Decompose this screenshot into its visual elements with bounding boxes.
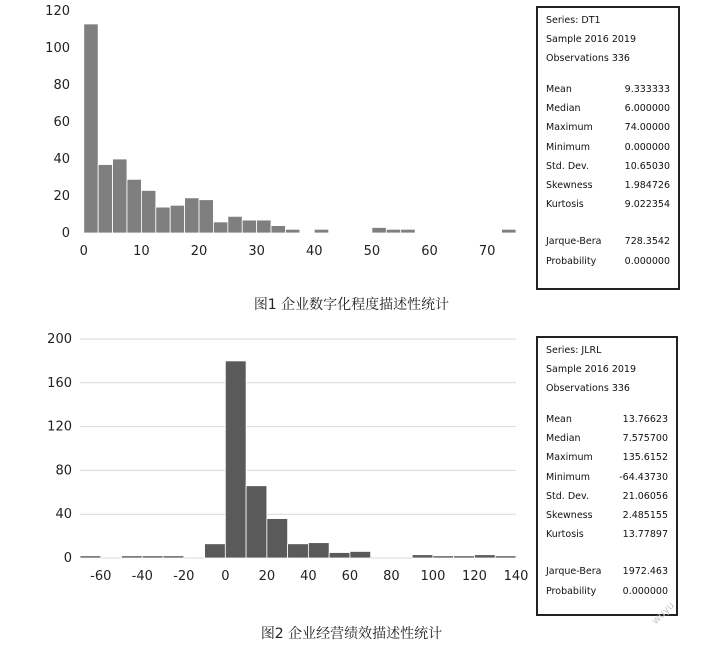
stats-rows xyxy=(546,410,668,601)
x-tick-label: -60 xyxy=(90,569,112,584)
stats-value: 9.333333 xyxy=(624,84,670,95)
stats-label: Probability xyxy=(546,585,597,597)
stats-label: Jarque-Bera xyxy=(546,566,602,578)
stats-value: 6.000000 xyxy=(624,103,670,115)
y-tick-label: 40 xyxy=(53,152,70,167)
histogram-bar xyxy=(271,226,285,233)
y-tick-label: 200 xyxy=(47,332,72,347)
stats-row xyxy=(546,487,668,506)
stats-row xyxy=(546,99,670,118)
figure-2-caption: 图2 企业经营绩效描述性统计 xyxy=(260,626,443,642)
histogram-bar xyxy=(242,220,256,233)
stats-row xyxy=(546,410,668,429)
histogram-bar xyxy=(80,556,101,558)
histogram-2-svg xyxy=(0,325,530,585)
y-tick-label: 40 xyxy=(55,507,72,523)
stats-row xyxy=(546,80,670,99)
watermark: wuyu xyxy=(650,600,677,627)
histogram-bar xyxy=(163,556,184,558)
histogram-bar xyxy=(127,179,141,233)
histogram-bar xyxy=(285,229,299,233)
histogram-bar xyxy=(308,543,329,558)
histogram-bar xyxy=(401,229,415,233)
stats-header-line: Series: JLRL xyxy=(546,345,602,356)
stats-label: Maximum xyxy=(546,122,593,134)
stats-value: 7.575700 xyxy=(622,433,668,445)
histogram-bar xyxy=(386,229,400,233)
stats-value: 9.022354 xyxy=(624,199,670,211)
x-tick-label: 10 xyxy=(133,244,150,259)
stats-value: 2.485155 xyxy=(622,510,668,522)
histogram-bar xyxy=(350,551,371,558)
histogram-chart-1 xyxy=(0,0,530,260)
stats-label: Mean xyxy=(546,414,572,425)
y-tick-label: 120 xyxy=(45,4,70,19)
x-tick-label: 0 xyxy=(221,569,230,584)
stats-row xyxy=(546,525,668,544)
stats-row xyxy=(546,252,670,271)
histogram-bar xyxy=(474,555,495,558)
histogram-bar xyxy=(205,544,226,558)
x-tick-label: 20 xyxy=(258,569,276,584)
stats-gap xyxy=(546,214,670,232)
stats-label: Median xyxy=(546,103,581,115)
histogram-bar xyxy=(199,200,213,233)
histogram-bar xyxy=(372,227,386,233)
histogram-bar xyxy=(84,24,98,233)
stats-gap xyxy=(546,544,668,562)
stats-row xyxy=(546,138,670,157)
stats-label: Std. Dev. xyxy=(546,490,589,502)
histogram-bar xyxy=(122,556,143,558)
y-tick-label: 0 xyxy=(61,226,70,241)
stats-value: 0.000000 xyxy=(624,255,670,267)
stats-value: 728.3542 xyxy=(624,236,670,248)
histogram-bar xyxy=(98,165,112,233)
stats-value: 1.984726 xyxy=(624,180,670,192)
histogram-bar xyxy=(225,361,246,558)
stats-value: 135.6152 xyxy=(622,452,668,464)
histogram-bar xyxy=(156,207,170,233)
y-tick-label: 80 xyxy=(53,78,70,93)
stats-rows xyxy=(546,80,670,271)
stats-row xyxy=(546,429,668,448)
x-tick-label: 80 xyxy=(383,569,400,584)
stats-box-1 xyxy=(536,6,680,290)
stats-label: Std. Dev. xyxy=(546,160,589,172)
x-tick-label: 20 xyxy=(190,244,208,259)
y-tick-label: 80 xyxy=(55,463,72,479)
y-tick-label: 120 xyxy=(47,419,72,435)
stats-header-line: Series: DT1 xyxy=(546,15,601,26)
stats-value: 13.76623 xyxy=(622,414,668,425)
stats-value: 0.000000 xyxy=(624,141,670,153)
stats-value: 1972.463 xyxy=(622,566,668,578)
x-tick-label: 0 xyxy=(79,244,88,259)
stats-label: Mean xyxy=(546,84,572,95)
x-tick-label: 60 xyxy=(341,569,359,584)
histogram-bar xyxy=(329,553,350,558)
stats-label: Kurtosis xyxy=(546,199,584,211)
figure-1-caption: 图1 企业数字化程度描述性统计 xyxy=(253,297,450,313)
y-tick-label: 160 xyxy=(47,375,72,391)
histogram-bar xyxy=(141,190,155,233)
stats-row xyxy=(546,506,668,525)
histogram-bar xyxy=(288,544,309,558)
y-tick-label: 0 xyxy=(63,551,72,566)
y-tick-label: 100 xyxy=(45,41,70,56)
stats-row xyxy=(546,448,668,467)
stats-label: Probability xyxy=(546,255,597,267)
histogram-bar xyxy=(454,556,475,558)
stats-header-line: Sample 2016 2019 xyxy=(546,364,637,375)
stats-label: Minimum xyxy=(546,471,591,483)
stats-label: Median xyxy=(546,433,581,445)
histogram-bar xyxy=(267,519,288,558)
x-tick-label: 100 xyxy=(420,569,446,584)
stats-label: Maximum xyxy=(546,452,593,464)
stats-label: Kurtosis xyxy=(546,529,584,541)
histogram-bar xyxy=(314,229,328,233)
histogram-bar xyxy=(170,205,184,233)
stats-label: Minimum xyxy=(546,141,591,153)
stats-value: 74.00000 xyxy=(624,122,670,134)
histogram-bar xyxy=(257,220,271,233)
x-tick-label: -20 xyxy=(173,569,195,584)
histogram-bar xyxy=(495,556,516,558)
histogram-bar xyxy=(246,486,267,558)
stats-row xyxy=(546,176,670,195)
x-tick-label: 40 xyxy=(306,244,323,259)
histogram-bar xyxy=(228,216,242,233)
x-tick-label: 50 xyxy=(363,244,381,259)
stats-header-line: Observations 336 xyxy=(546,383,630,394)
stats-row xyxy=(546,562,668,581)
histogram-bar xyxy=(185,198,199,233)
x-tick-label: 70 xyxy=(478,244,496,259)
stats-label: Skewness xyxy=(546,180,593,192)
stats-row xyxy=(546,118,670,137)
stats-row xyxy=(546,582,668,601)
histogram-bar xyxy=(502,229,516,233)
stats-label: Skewness xyxy=(546,510,593,522)
stats-header-line: Observations 336 xyxy=(546,53,630,64)
stats-header-line: Sample 2016 2019 xyxy=(546,34,637,45)
x-tick-label: 140 xyxy=(503,569,529,584)
y-tick-label: 20 xyxy=(53,189,70,204)
stats-row xyxy=(546,232,670,251)
x-tick-label: 30 xyxy=(248,244,265,259)
x-tick-label: 120 xyxy=(462,569,487,584)
histogram-bar xyxy=(433,556,454,558)
histogram-bar xyxy=(142,556,163,558)
stats-box-2 xyxy=(536,336,678,616)
stats-value: 10.65030 xyxy=(624,160,670,172)
stats-row xyxy=(546,157,670,176)
stats-value: 13.77897 xyxy=(622,529,668,541)
histogram-bar xyxy=(412,555,433,558)
stats-value: 0.000000 xyxy=(622,585,668,597)
stats-row xyxy=(546,195,670,214)
stats-label: Jarque-Bera xyxy=(546,236,602,248)
histogram-bar xyxy=(213,222,227,233)
x-tick-label: 40 xyxy=(300,569,317,584)
y-tick-label: 60 xyxy=(53,115,70,130)
stats-row xyxy=(546,468,668,487)
x-tick-label: 60 xyxy=(421,244,438,259)
stats-value: -64.43730 xyxy=(619,471,668,483)
stats-value: 21.06056 xyxy=(622,490,668,502)
histogram-chart-2 xyxy=(0,325,530,585)
histogram-bar xyxy=(113,159,127,233)
x-tick-label: -40 xyxy=(131,569,153,584)
histogram-1-svg xyxy=(0,0,530,260)
